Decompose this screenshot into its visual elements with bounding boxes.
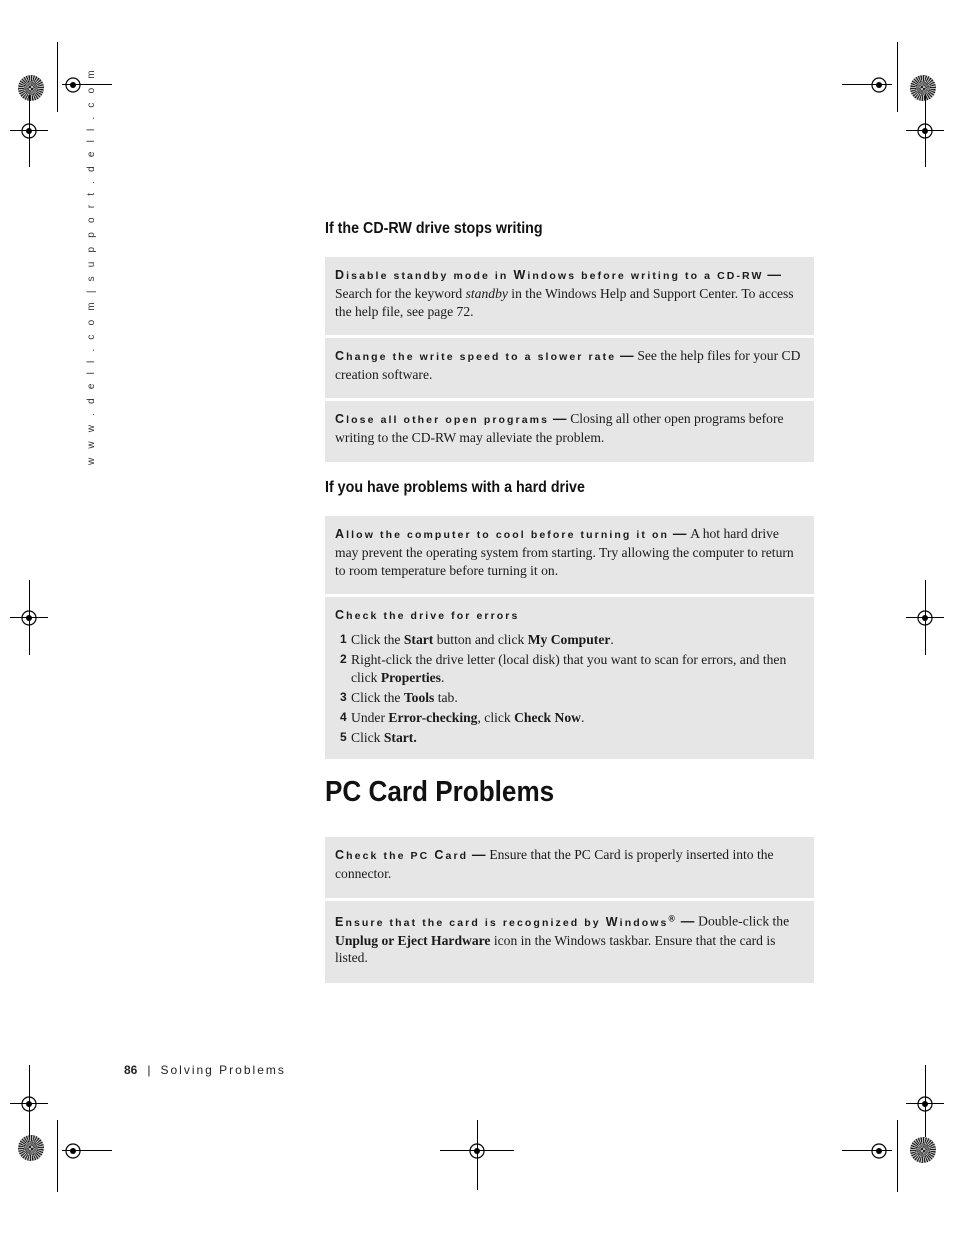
registration-target-icon — [910, 116, 940, 146]
registration-target-icon — [864, 1136, 894, 1166]
tip-lead: Allow the computer to cool before turning it on — [335, 527, 670, 541]
tip-box-write-speed: Change the write speed to a slower rate — See the help files for your CD creation software. — [325, 338, 814, 398]
crop-line — [897, 42, 898, 112]
crop-line — [897, 1120, 898, 1192]
list-item: 3 Click the Tools tab. — [340, 689, 458, 705]
footer-separator: | — [147, 1063, 151, 1077]
registration-starburst-icon — [18, 1135, 44, 1161]
registration-target-icon — [14, 603, 44, 633]
footer-section-title: Solving Problems — [160, 1063, 286, 1077]
registration-target-icon — [58, 1136, 88, 1166]
page-footer — [124, 1063, 286, 1077]
registration-starburst-icon — [910, 75, 936, 101]
tip-text: Ensure that the PC Card is properly inserted into the connector. — [335, 847, 774, 882]
tip-lead: Disable standby mode in Windows before writing to a CD-RW — [335, 268, 764, 282]
list-item: 5 Click Start. — [340, 729, 417, 745]
registration-starburst-icon — [18, 75, 44, 101]
tip-text: Search for the keyword — [335, 286, 466, 302]
list-item: 4 Under Error-checking, click Check Now. — [340, 709, 585, 725]
steps-list — [335, 631, 804, 746]
tip-text: See the help files for your CD creation software. — [335, 348, 801, 383]
list-item: 1 Click the Start button and click My Computer. — [340, 632, 614, 648]
tip-lead: Ensure that the card is recognized by Windows® — [335, 913, 677, 929]
tip-box-close-programs: Close all other open programs — Closing all other open programs before writing to the CD-RW may alleviate the problem. — [325, 401, 814, 462]
registration-target-icon — [910, 1089, 940, 1119]
tip-text: A hot hard drive may prevent the operating system from starting. Try allowing the computer to return to room temperature before turning it on. — [335, 526, 794, 578]
tip-box-cool-computer: Allow the computer to cool before turning it on — A hot hard drive may prevent the operating system from starting. Try allowing the computer to return to room temperature before turning it on. — [325, 516, 814, 594]
tip-lead: Close all other open programs — [335, 412, 550, 426]
registration-target-icon — [14, 116, 44, 146]
tip-lead: Check the drive for errors — [335, 608, 520, 622]
tip-lead: Change the write speed to a slower rate — [335, 349, 617, 363]
tip-lead: Check the PC Card — [335, 848, 469, 862]
registration-target-icon — [14, 1089, 44, 1119]
page-section-title: PC Card Problems — [325, 776, 555, 808]
registration-target-icon — [910, 603, 940, 633]
tip-text: Closing all other open programs before writing to the CD-RW may alleviate the problem. — [335, 411, 784, 446]
section-heading-hard-drive: If you have problems with a hard drive — [325, 479, 585, 496]
registration-target-icon — [462, 1136, 492, 1166]
tip-text: Double-click the — [698, 913, 790, 929]
sidebar-url: w w w . d e l l . c o m | s u p p o r t . d e l l . c o m — [86, 67, 97, 465]
registration-starburst-icon — [910, 1137, 936, 1163]
list-item: 2 Right-click the drive letter (local disk) that you want to scan for errors, and then click Properties. — [340, 652, 787, 685]
registration-target-icon — [58, 70, 88, 100]
section-heading-cdrw: If the CD-RW drive stops writing — [325, 220, 543, 237]
tip-box-disable-standby: Disable standby mode in Windows before writing to a CD-RW — Search for the keyword standby in the Windows Help and Support Center. To access the help file, see page 72. — [325, 257, 814, 335]
page-number: 86 — [124, 1063, 138, 1077]
tip-box-check-errors — [325, 597, 814, 759]
registration-target-icon — [864, 70, 894, 100]
tip-box-card-recognized: Ensure that the card is recognized by Windows® — Double-click the Unplug or Eject Hardware icon in the Windows taskbar. Ensure that the card is listed. — [325, 901, 814, 983]
tip-box-check-pc-card: Check the PC Card — Ensure that the PC Card is properly inserted into the connector. — [325, 837, 814, 898]
